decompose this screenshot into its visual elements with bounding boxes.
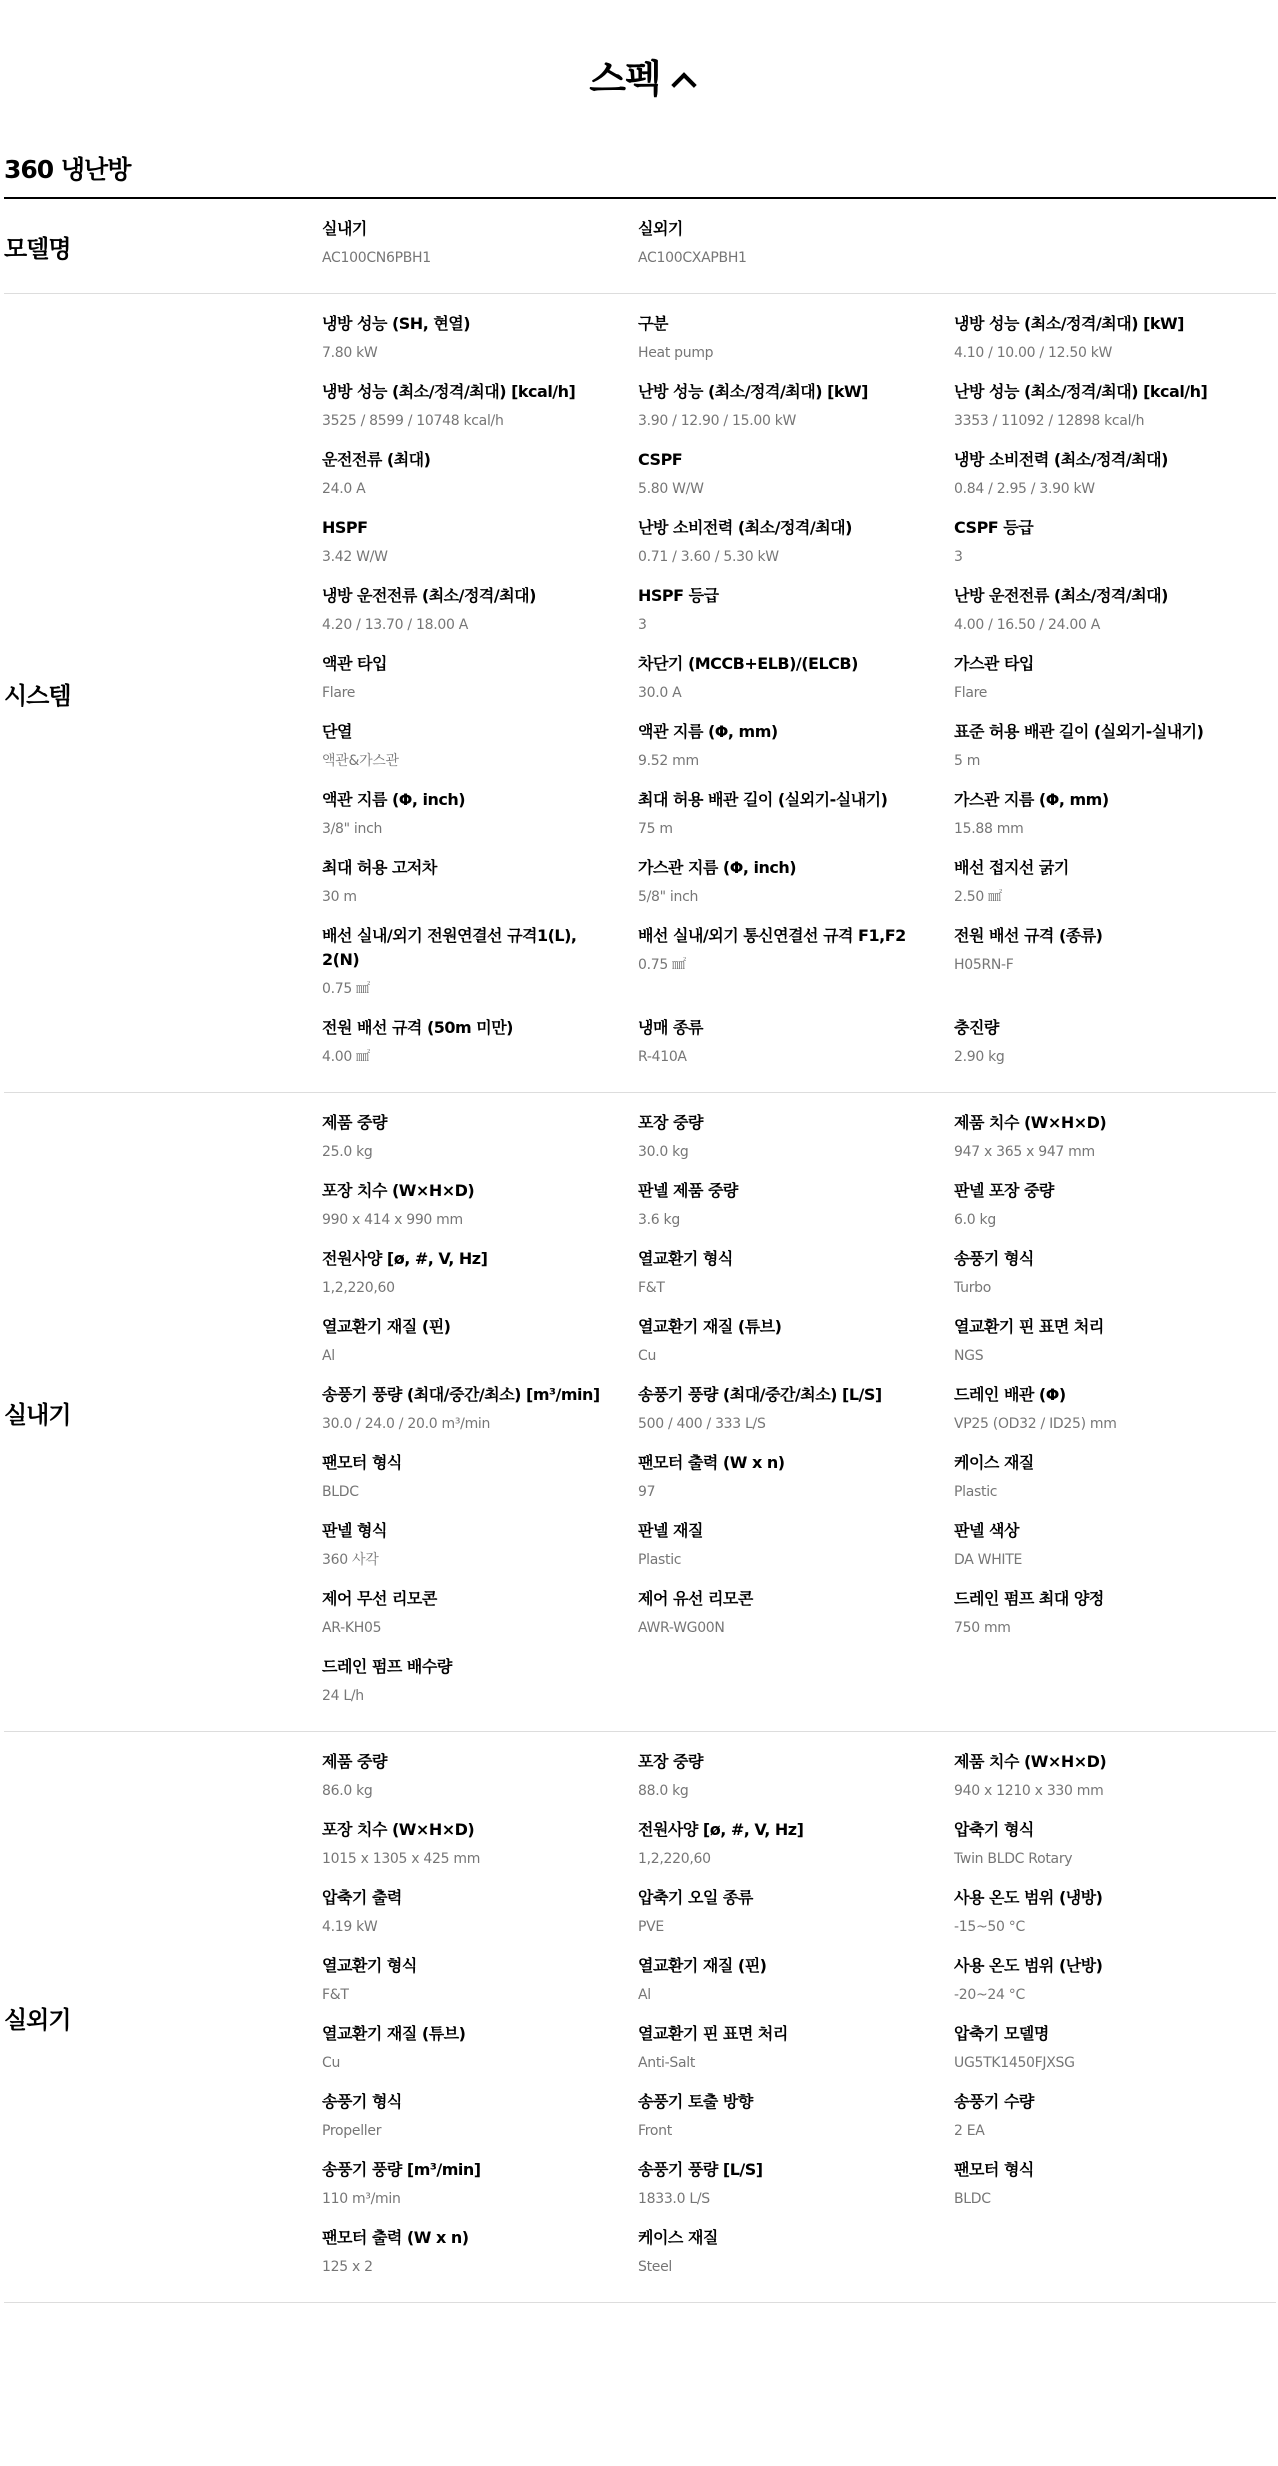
spec-item-label: 드레인 펌프 최대 양정	[954, 1589, 1104, 1608]
spec-item-value: Twin BLDC Rotary	[954, 1851, 1073, 1867]
spec-item	[954, 448, 1270, 516]
spec-item-value: 88.0 kg	[638, 1783, 689, 1799]
spec-item	[322, 2226, 638, 2294]
spec-item-value: 1833.0 L/S	[638, 2191, 710, 2207]
spec-item-label: 사용 온도 범위 (냉방)	[954, 1888, 1103, 1907]
spec-item-value: F&T	[322, 1987, 349, 2003]
spec-item-value: 30.0 / 24.0 / 20.0 m³/min	[322, 1416, 491, 1432]
spec-item	[638, 788, 954, 856]
spec-item-label: 포장 치수 (W×H×D)	[322, 1181, 475, 1200]
spec-item	[322, 448, 638, 516]
spec-item-value: Al	[322, 1348, 335, 1364]
spec-item-value: 86.0 kg	[322, 1783, 373, 1799]
spec-toggle-button[interactable]	[4, 54, 1278, 104]
spec-item	[638, 1315, 954, 1383]
spec-item-label: 냉방 성능 (SH, 현열)	[322, 314, 471, 333]
spec-item	[322, 1886, 638, 1954]
spec-header	[4, 0, 1278, 148]
spec-item-value: 360 사각	[322, 1552, 379, 1568]
spec-grid	[322, 1093, 1276, 1731]
spec-item-value: 4.10 / 10.00 / 12.50 kW	[954, 345, 1113, 361]
spec-item	[638, 1519, 954, 1587]
spec-item-label: 열교환기 핀 표면 처리	[954, 1317, 1104, 1336]
spec-item	[954, 2158, 1270, 2226]
spec-grid	[322, 1732, 1276, 2302]
spec-item-value: 947 x 365 x 947 mm	[954, 1144, 1095, 1160]
spec-item-label: 배선 실내/외기 전원연결선 규격1(L), 2(N)	[322, 926, 577, 969]
spec-item-label: HSPF	[322, 518, 368, 537]
spec-item	[638, 448, 954, 516]
spec-section-title: 실내기	[4, 1400, 71, 1429]
spec-item-value: Cu	[322, 2055, 341, 2071]
spec-item-value: 750 mm	[954, 1620, 1011, 1636]
spec-item-value: 30 m	[322, 889, 357, 905]
spec-item	[638, 856, 954, 924]
spec-item-value: Anti-Salt	[638, 2055, 696, 2071]
spec-item-label: HSPF 등급	[638, 586, 719, 605]
spec-item-value: Turbo	[954, 1280, 992, 1296]
spec-item-label: 운전전류 (최대)	[322, 450, 431, 469]
spec-item	[322, 720, 638, 788]
spec-item-value: 4.00 ㎟	[322, 1049, 370, 1065]
spec-item-value: Cu	[638, 1348, 657, 1364]
spec-item-label: 단열	[322, 722, 352, 741]
spec-item	[638, 1587, 954, 1655]
spec-item	[322, 1954, 638, 2022]
spec-item-value: 2 EA	[954, 2123, 985, 2139]
spec-item	[954, 1016, 1270, 1084]
spec-item-label: 가스관 타입	[954, 654, 1034, 673]
spec-item	[322, 856, 638, 924]
spec-item-label: 케이스 재질	[638, 2228, 718, 2247]
spec-item-label: 냉방 성능 (최소/정격/최대) [kW]	[954, 314, 1184, 333]
spec-item-value: -15~50 °C	[954, 1919, 1025, 1935]
spec-item	[954, 312, 1270, 380]
spec-item	[954, 516, 1270, 584]
spec-item-label: 열교환기 재질 (핀)	[322, 1317, 451, 1336]
spec-item	[954, 1818, 1270, 1886]
spec-item-value: 3353 / 11092 / 12898 kcal/h	[954, 413, 1145, 429]
spec-item	[954, 788, 1270, 856]
spec-item-label: CSPF 등급	[954, 518, 1034, 537]
spec-item-value: NGS	[954, 1348, 984, 1364]
spec-item	[954, 380, 1270, 448]
spec-item-label: 제품 치수 (W×H×D)	[954, 1113, 1107, 1132]
spec-item-label: 제품 중량	[322, 1752, 387, 1771]
spec-item	[322, 1315, 638, 1383]
spec-item-value: 0.75 ㎟	[638, 957, 686, 973]
spec-item	[638, 1954, 954, 2022]
spec-item-value: 6.0 kg	[954, 1212, 996, 1228]
spec-item-label: 열교환기 재질 (핀)	[638, 1956, 767, 1975]
spec-section-title: 실외기	[4, 2005, 71, 2034]
spec-item-value: AR-KH05	[322, 1620, 382, 1636]
spec-item-value: 3.90 / 12.90 / 15.00 kW	[638, 413, 797, 429]
spec-item-label: 송풍기 형식	[322, 2092, 402, 2111]
spec-item-label: 배선 접지선 굵기	[954, 858, 1069, 877]
spec-item-label: 난방 운전전류 (최소/정격/최대)	[954, 586, 1168, 605]
spec-item-label: 실내기	[322, 219, 367, 238]
spec-item-label: 포장 중량	[638, 1752, 703, 1771]
spec-item	[322, 1247, 638, 1315]
spec-item-label: 배선 실내/외기 통신연결선 규격 F1,F2	[638, 926, 906, 945]
spec-item	[954, 1451, 1270, 1519]
spec-item	[638, 1750, 954, 1818]
spec-item	[954, 2022, 1270, 2090]
spec-item	[322, 1383, 638, 1451]
spec-item-label: 팬모터 출력 (W x n)	[638, 1453, 785, 1472]
spec-toggle-label: 스펙	[589, 57, 661, 101]
spec-section-title: 모델명	[4, 234, 71, 263]
spec-item	[954, 652, 1270, 720]
spec-item-label: 송풍기 풍량 [L/S]	[638, 2160, 763, 2179]
spec-item-label: 실외기	[638, 219, 683, 238]
spec-item	[322, 380, 638, 448]
spec-item-value: AWR-WG00N	[638, 1620, 725, 1636]
spec-item-label: 송풍기 수량	[954, 2092, 1034, 2111]
spec-item	[322, 2090, 638, 2158]
spec-item-value: 4.19 kW	[322, 1919, 378, 1935]
spec-item-value: 4.20 / 13.70 / 18.00 A	[322, 617, 468, 633]
spec-item	[954, 1383, 1270, 1451]
spec-item-value: 5 m	[954, 753, 981, 769]
spec-item	[954, 720, 1270, 788]
spec-item-label: 압축기 오일 종류	[638, 1888, 753, 1907]
spec-item-value: 25.0 kg	[322, 1144, 373, 1160]
spec-item	[638, 924, 954, 1016]
spec-item-value: 9.52 mm	[638, 753, 699, 769]
spec-item-value: Propeller	[322, 2123, 382, 2139]
spec-item	[954, 1886, 1270, 1954]
spec-item-value: Plastic	[638, 1552, 682, 1568]
spec-item-label: 압축기 출력	[322, 1888, 402, 1907]
spec-item-label: 액관 지름 (Φ, mm)	[638, 722, 778, 741]
spec-item	[954, 1750, 1270, 1818]
spec-item-value: 5/8" inch	[638, 889, 699, 905]
spec-item-label: 최대 허용 고저차	[322, 858, 437, 877]
spec-item	[638, 2158, 954, 2226]
spec-item	[638, 1886, 954, 1954]
spec-item-label: 열교환기 재질 (튜브)	[638, 1317, 782, 1336]
spec-item-label: 액관 지름 (Φ, inch)	[322, 790, 466, 809]
spec-grid	[322, 199, 1276, 293]
spec-item	[638, 720, 954, 788]
spec-item-value: -20~24 °C	[954, 1987, 1025, 2003]
spec-item-value: 액관&가스관	[322, 753, 399, 769]
spec-item-label: 팬모터 형식	[322, 1453, 402, 1472]
spec-item	[638, 1247, 954, 1315]
spec-item	[638, 2226, 954, 2294]
spec-item-label: 난방 성능 (최소/정격/최대) [kcal/h]	[954, 382, 1208, 401]
spec-item-label: 압축기 모델명	[954, 2024, 1049, 2043]
spec-item-value: BLDC	[322, 1484, 359, 1500]
spec-item-label: 구분	[638, 314, 668, 333]
spec-item-value: 2.90 kg	[954, 1049, 1005, 1065]
spec-item	[954, 1111, 1270, 1179]
spec-item-value: 5.80 W/W	[638, 481, 704, 497]
spec-item-label: 전원 배선 규격 (50m 미만)	[322, 1018, 513, 1037]
spec-item-value: Flare	[322, 685, 356, 701]
spec-item	[638, 516, 954, 584]
spec-item-value: Plastic	[954, 1484, 998, 1500]
spec-item-value: 3.6 kg	[638, 1212, 680, 1228]
spec-item-label: 제품 치수 (W×H×D)	[954, 1752, 1107, 1771]
spec-item-label: 난방 성능 (최소/정격/최대) [kW]	[638, 382, 868, 401]
spec-item-label: 드레인 배관 (Φ)	[954, 1385, 1066, 1404]
spec-item-value: AC100CN6PBH1	[322, 250, 431, 266]
spec-item-value: 24.0 A	[322, 481, 366, 497]
spec-item-label: 냉매 종류	[638, 1018, 703, 1037]
spec-item	[638, 1016, 954, 1084]
spec-item	[638, 380, 954, 448]
spec-item	[954, 1587, 1270, 1655]
spec-item-value: Front	[638, 2123, 672, 2139]
spec-section	[4, 294, 1276, 1093]
spec-item-value: Heat pump	[638, 345, 714, 361]
spec-item-label: 냉방 소비전력 (최소/정격/최대)	[954, 450, 1168, 469]
spec-item-label: CSPF	[638, 450, 683, 469]
spec-item	[954, 856, 1270, 924]
spec-item	[322, 217, 638, 285]
spec-item	[638, 1451, 954, 1519]
spec-item-label: 액관 타입	[322, 654, 387, 673]
spec-item-label: 제어 유선 리모콘	[638, 1589, 753, 1608]
spec-item-value: PVE	[638, 1919, 664, 1935]
spec-item-value: Steel	[638, 2259, 672, 2275]
spec-item	[322, 1818, 638, 1886]
spec-item-label: 판넬 색상	[954, 1521, 1019, 1540]
spec-item-value: 110 m³/min	[322, 2191, 401, 2207]
spec-item	[322, 1750, 638, 1818]
spec-item-value: DA WHITE	[954, 1552, 1023, 1568]
spec-item	[322, 2022, 638, 2090]
spec-item-value: 30.0 kg	[638, 1144, 689, 1160]
spec-item	[322, 312, 638, 380]
spec-item	[322, 1179, 638, 1247]
spec-item-label: 포장 중량	[638, 1113, 703, 1132]
spec-section	[4, 1732, 1276, 2303]
spec-item-label: 열교환기 재질 (튜브)	[322, 2024, 466, 2043]
spec-item	[322, 1451, 638, 1519]
spec-item-label: 열교환기 핀 표면 처리	[638, 2024, 788, 2043]
spec-item-value: 3525 / 8599 / 10748 kcal/h	[322, 413, 504, 429]
spec-item-label: 가스관 지름 (Φ, mm)	[954, 790, 1109, 809]
spec-item-value: 75 m	[638, 821, 673, 837]
spec-item-value: 97	[638, 1484, 656, 1500]
spec-item-value: Flare	[954, 685, 988, 701]
spec-item-value: 500 / 400 / 333 L/S	[638, 1416, 766, 1432]
spec-item	[638, 1179, 954, 1247]
spec-item-label: 열교환기 형식	[322, 1956, 417, 1975]
spec-section	[4, 199, 1276, 294]
spec-item-label: 최대 허용 배관 길이 (실외기-실내기)	[638, 790, 888, 809]
spec-item-value: 4.00 / 16.50 / 24.00 A	[954, 617, 1100, 633]
spec-item	[322, 1587, 638, 1655]
spec-item	[638, 1111, 954, 1179]
spec-item-value: 0.84 / 2.95 / 3.90 kW	[954, 481, 1095, 497]
spec-item	[322, 652, 638, 720]
spec-item	[638, 584, 954, 652]
chevron-up-icon	[671, 72, 696, 97]
spec-item-label: 판넬 포장 중량	[954, 1181, 1054, 1200]
spec-item-label: 차단기 (MCCB+ELB)/(ELCB)	[638, 654, 858, 673]
spec-item-value: AC100CXAPBH1	[638, 250, 747, 266]
spec-item-label: 사용 온도 범위 (난방)	[954, 1956, 1103, 1975]
spec-item	[954, 1315, 1270, 1383]
spec-item-value: 125 x 2	[322, 2259, 373, 2275]
spec-section-title: 시스템	[4, 681, 71, 710]
spec-item-value: 2.50 ㎟	[954, 889, 1002, 905]
spec-item	[322, 1519, 638, 1587]
spec-item-value: R-410A	[638, 1049, 687, 1065]
spec-item	[954, 1519, 1270, 1587]
spec-sections	[4, 199, 1276, 2303]
spec-item-value: VP25 (OD32 / ID25) mm	[954, 1416, 1117, 1432]
spec-item	[954, 1954, 1270, 2022]
spec-item	[638, 652, 954, 720]
spec-item-label: 송풍기 풍량 (최대/중간/최소) [L/S]	[638, 1385, 882, 1404]
spec-item	[638, 1818, 954, 1886]
spec-item-label: 냉방 운전전류 (최소/정격/최대)	[322, 586, 536, 605]
spec-item-label: 충진량	[954, 1018, 999, 1037]
spec-item	[322, 1111, 638, 1179]
spec-item	[322, 1655, 638, 1723]
spec-item	[954, 2090, 1270, 2158]
spec-item-value: 1015 x 1305 x 425 mm	[322, 1851, 481, 1867]
spec-item	[322, 924, 638, 1016]
spec-item-label: 송풍기 형식	[954, 1249, 1034, 1268]
spec-item-value: 30.0 A	[638, 685, 682, 701]
spec-item-label: 드레인 펌프 배수량	[322, 1657, 452, 1676]
spec-item-label: 포장 치수 (W×H×D)	[322, 1820, 475, 1839]
spec-item	[322, 2158, 638, 2226]
spec-item-value: 0.75 ㎟	[322, 981, 370, 997]
spec-item-value: 1,2,220,60	[638, 1851, 711, 1867]
spec-item-label: 송풍기 풍량 [m³/min]	[322, 2160, 481, 2179]
spec-item-value: 3	[954, 549, 963, 565]
spec-item-value: 3.42 W/W	[322, 549, 388, 565]
spec-item-label: 전원사양 [ø, #, V, Hz]	[322, 1249, 488, 1268]
spec-item-value: 3	[638, 617, 647, 633]
product-group-title: 360 냉난방	[4, 155, 131, 184]
spec-item-value: 15.88 mm	[954, 821, 1024, 837]
spec-item-label: 제어 무선 리모콘	[322, 1589, 437, 1608]
spec-item	[954, 584, 1270, 652]
spec-item-value: 7.80 kW	[322, 345, 378, 361]
spec-item-label: 팬모터 출력 (W x n)	[322, 2228, 469, 2247]
spec-item	[322, 1016, 638, 1084]
spec-item-value: 24 L/h	[322, 1688, 364, 1704]
spec-section	[4, 1093, 1276, 1732]
spec-item-label: 팬모터 형식	[954, 2160, 1034, 2179]
spec-item-value: UG5TK1450FJXSG	[954, 2055, 1075, 2071]
spec-item-value: 990 x 414 x 990 mm	[322, 1212, 463, 1228]
spec-item-label: 냉방 성능 (최소/정격/최대) [kcal/h]	[322, 382, 576, 401]
spec-item	[954, 1179, 1270, 1247]
spec-item	[638, 312, 954, 380]
spec-item-label: 표준 허용 배관 길이 (실외기-실내기)	[954, 722, 1204, 741]
spec-grid	[322, 294, 1276, 1092]
spec-item-value: 3/8" inch	[322, 821, 383, 837]
spec-item-label: 제품 중량	[322, 1113, 387, 1132]
spec-item	[322, 584, 638, 652]
spec-item-label: 전원사양 [ø, #, V, Hz]	[638, 1820, 804, 1839]
spec-item-label: 판넬 재질	[638, 1521, 703, 1540]
spec-item-label: 난방 소비전력 (최소/정격/최대)	[638, 518, 852, 537]
spec-item-label: 판넬 형식	[322, 1521, 387, 1540]
spec-item-value: BLDC	[954, 2191, 991, 2207]
spec-item-label: 열교환기 형식	[638, 1249, 733, 1268]
spec-item-label: 송풍기 풍량 (최대/중간/최소) [m³/min]	[322, 1385, 600, 1404]
spec-item-value: Al	[638, 1987, 651, 2003]
spec-item-value: H05RN-F	[954, 957, 1014, 973]
spec-item-label: 압축기 형식	[954, 1820, 1034, 1839]
spec-item	[638, 2022, 954, 2090]
spec-item-label: 전원 배선 규격 (종류)	[954, 926, 1103, 945]
spec-item-value: 0.71 / 3.60 / 5.30 kW	[638, 549, 779, 565]
spec-item-label: 판넬 제품 중량	[638, 1181, 738, 1200]
spec-item-label: 케이스 재질	[954, 1453, 1034, 1472]
spec-item-value: 940 x 1210 x 330 mm	[954, 1783, 1104, 1799]
spec-item	[954, 1247, 1270, 1315]
spec-item	[322, 516, 638, 584]
spec-item	[638, 2090, 954, 2158]
spec-item-label: 가스관 지름 (Φ, inch)	[638, 858, 797, 877]
spec-item-value: 1,2,220,60	[322, 1280, 395, 1296]
spec-item-value: F&T	[638, 1280, 665, 1296]
spec-item	[322, 788, 638, 856]
spec-item	[638, 217, 954, 285]
spec-item	[638, 1383, 954, 1451]
spec-item	[954, 924, 1270, 1016]
spec-item-label: 송풍기 토출 방향	[638, 2092, 753, 2111]
